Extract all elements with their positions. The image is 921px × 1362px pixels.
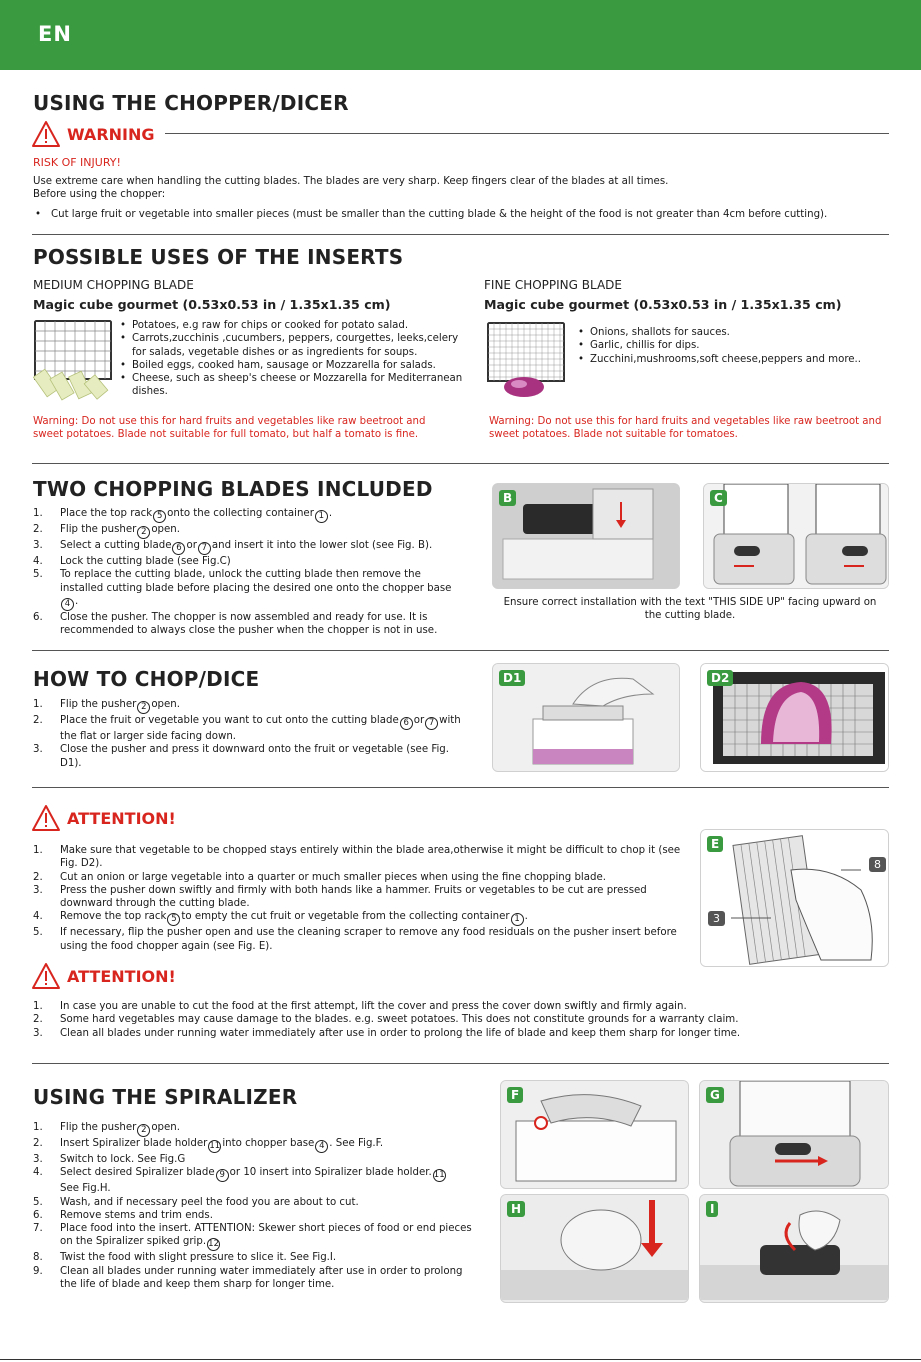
list-item: 6. Remove stems and trim ends. <box>33 1209 213 1221</box>
divider <box>32 650 889 651</box>
warning-label: WARNING <box>67 124 155 144</box>
warning-body <box>33 175 893 221</box>
warning-icon <box>31 962 61 990</box>
attention-heading <box>31 804 176 832</box>
list-item: 8. Twist the food with slight pressure to slice it. See Fig.I. <box>33 1252 337 1264</box>
figure-d2 <box>700 663 889 772</box>
list-item: 1. Place the top rack 5 onto the collecting container 1 . <box>33 508 333 521</box>
divider <box>32 234 889 235</box>
medium-blade-image <box>33 319 113 401</box>
spiralizer-steps <box>33 1121 473 1291</box>
figure-f <box>500 1080 689 1189</box>
fine-blade-warning: Warning: Do not use this for hard fruits and vegetables like raw beetroot and sweet potatoes. Blade not suitable for tomatoes. <box>489 416 882 441</box>
divider <box>165 133 889 134</box>
list-item: 4. Lock the cutting blade (see Fig.C) <box>33 556 231 567</box>
list-item: 7. Place food into the insert. ATTENTION: Skewer short pieces of food or end pieces on the Spiralizer spiked grip. 12 <box>33 1223 472 1250</box>
list-item: 3. Switch to lock. See Fig.G <box>33 1154 186 1165</box>
fine-blade-uses <box>576 326 886 366</box>
medium-blade-warning: Warning: Do not use this for hard fruits and vegetables like raw beetroot and sweet potatoes. Blade not suitable for full tomato, but half a tomato is fine. <box>33 416 426 441</box>
list-item: 1. In case you are unable to cut the food at the first attempt, lift the cover and press the cover down swiftly and firmly again. <box>33 1001 687 1012</box>
figure-label: E <box>707 836 723 852</box>
list-item: • Boiled eggs, cooked ham, sausage or Mozzarella for salads. <box>118 359 463 372</box>
attention-steps <box>33 844 683 953</box>
list-item: 5. To replace the cutting blade, unlock the cutting blade then remove the installed cutting blade before placing the desired one onto the chopper base4 . <box>33 569 452 609</box>
figure-e <box>700 829 889 967</box>
section-title-chopper: USING THE CHOPPER/DICER <box>33 91 349 115</box>
list-item: 5. If necessary, flip the pusher open and use the cleaning scraper to remove any food residuals on the pusher insert before using the food chopper again (see Fig. E). <box>33 927 677 952</box>
medium-blade-sub: Magic cube gourmet (0.53x0.53 in / 1.35x1.35 cm) <box>33 297 391 312</box>
attention-steps-2 <box>33 1000 893 1040</box>
list-item: • Onions, shallots for sauces. <box>576 326 886 339</box>
divider <box>32 787 889 788</box>
blades-steps <box>33 507 453 637</box>
figure-g <box>699 1080 889 1189</box>
list-item: 6. Close the pusher. The chopper is now assembled and ready for use. It is recommended to always close the pusher when the chopper is not in use. <box>33 611 438 637</box>
section-title-spiralizer: USING THE SPIRALIZER <box>33 1085 298 1109</box>
list-item: • Potatoes, e.g raw for chips or cooked for potato salad. <box>118 319 463 332</box>
figure-label: C <box>710 490 727 506</box>
medium-blade-label: MEDIUM CHOPPING BLADE <box>33 278 194 292</box>
attention-heading-2 <box>31 962 176 990</box>
list-item: 3. Clean all blades under running water immediately after use in order to prolong the life of blade and keep them sharp for longer time. <box>33 1027 741 1039</box>
list-item: 2. Some hard vegetables may cause damage to the blades. e.g. sweet potatoes. This does not constitute grounds for a warranty claim. <box>33 1014 739 1026</box>
figure-label: H <box>507 1201 525 1217</box>
fine-blade-sub: Magic cube gourmet (0.53x0.53 in / 1.35x1.35 cm) <box>484 297 842 312</box>
part-number-label: 8 <box>869 857 886 872</box>
figure-label: B <box>499 490 516 506</box>
section-title-uses: POSSIBLE USES OF THE INSERTS <box>33 245 404 269</box>
list-item: 3. Press the pusher down swiftly and firmly with both hands like a hammer. Fruits or vegetables to be cut are pressed downward through the cutting blade. <box>33 884 647 910</box>
list-item: 4. Remove the top rack 5 to empty the cut fruit or vegetable from the collecting container 1 . <box>33 911 528 925</box>
list-item: • Garlic, chillis for dips. <box>576 339 886 352</box>
list-item: • Carrots,zucchinis ,cucumbers, peppers, courgettes, leeks,celery for salads, vegetable dishes or as ingredients for soups. <box>118 332 463 359</box>
figure-i <box>699 1194 889 1303</box>
warning-line-1: Use extreme care when handling the cutting blades. The blades are very sharp. Keep fingers clear of the blades at all times. <box>33 176 669 187</box>
figure-label: I <box>706 1201 718 1217</box>
list-item: • Zucchini,mushrooms,soft cheese,peppers and more.. <box>576 353 886 366</box>
fine-blade-image <box>486 321 566 399</box>
list-item: 1. Flip the pusher 2 open. <box>33 1122 180 1135</box>
warning-line-2: Before using the chopper: <box>33 189 166 201</box>
figure-label: F <box>507 1087 523 1103</box>
figure-caption: Ensure correct installation with the text "THIS SIDE UP" facing upward on the cutting blade. <box>503 597 877 622</box>
list-item: 5. Wash, and if necessary peel the food you are about to cut. <box>33 1196 359 1208</box>
list-item: 4. Select desired Spiralizer blade 9 or 10 insert into Spiralizer blade holder. 11 See Fig.H. <box>33 1167 445 1195</box>
list-item: 3. Select a cutting blade 6 or 7 and insert it into the lower slot (see Fig. B). <box>33 540 433 553</box>
figure-c <box>703 483 889 589</box>
warning-icon <box>31 120 61 148</box>
list-item: 2. Cut an onion or large vegetable into a quarter or much smaller pieces when using the fine chopping blade. <box>33 871 606 883</box>
list-item: 1. Flip the pusher 2 open. <box>33 699 180 712</box>
warning-icon <box>31 804 61 832</box>
warning-bullet: • Cut large fruit or vegetable into smaller pieces (must be smaller than the cutting blade & the height of the food is not greater than 4cm before cutting). <box>33 208 893 221</box>
divider <box>32 463 889 464</box>
bottom-border <box>0 1359 921 1360</box>
list-item: • Cheese, such as sheep's cheese or Mozzarella for Mediterranean dishes. <box>118 372 463 399</box>
header-bar <box>0 0 921 70</box>
divider <box>32 1063 889 1064</box>
warning-heading <box>31 120 155 148</box>
fine-blade-label: FINE CHOPPING BLADE <box>484 278 622 292</box>
part-number-label: 3 <box>708 911 725 926</box>
list-item: 2. Flip the pusher 2 open. <box>33 524 180 537</box>
medium-blade-uses <box>118 319 463 399</box>
chop-steps <box>33 698 473 770</box>
figure-label: G <box>706 1087 724 1103</box>
list-item: 3. Close the pusher and press it downward onto the fruit or vegetable (see Fig. D1). <box>33 744 449 769</box>
list-item: 2. Place the fruit or vegetable you want to cut onto the cutting blade 6 or 7 with the flat or larger side facing down. <box>33 715 461 742</box>
risk-text: RISK OF INJURY! <box>33 156 121 169</box>
list-item: 1. Make sure that vegetable to be chopped stays entirely within the blade area,otherwise it might be difficult to chop it (see Fig. D2). <box>33 845 681 870</box>
section-title-chop: HOW TO CHOP/DICE <box>33 667 260 691</box>
figure-d1 <box>492 663 680 772</box>
figure-b <box>492 483 680 589</box>
figure-label: D2 <box>707 670 733 686</box>
language-label: EN <box>38 22 72 46</box>
figure-label: D1 <box>499 670 525 686</box>
list-item: 2. Insert Spiralizer blade holder 11 into chopper base 4 . See Fig.F. <box>33 1138 384 1151</box>
figure-h <box>500 1194 689 1303</box>
attention-label: ATTENTION! <box>67 808 176 828</box>
list-item: 9. Clean all blades under running water immediately after use in order to prolong the life of blade and keep them sharp for longer time. <box>33 1265 463 1291</box>
attention-label: ATTENTION! <box>67 966 176 986</box>
section-title-blades: TWO CHOPPING BLADES INCLUDED <box>33 477 433 501</box>
